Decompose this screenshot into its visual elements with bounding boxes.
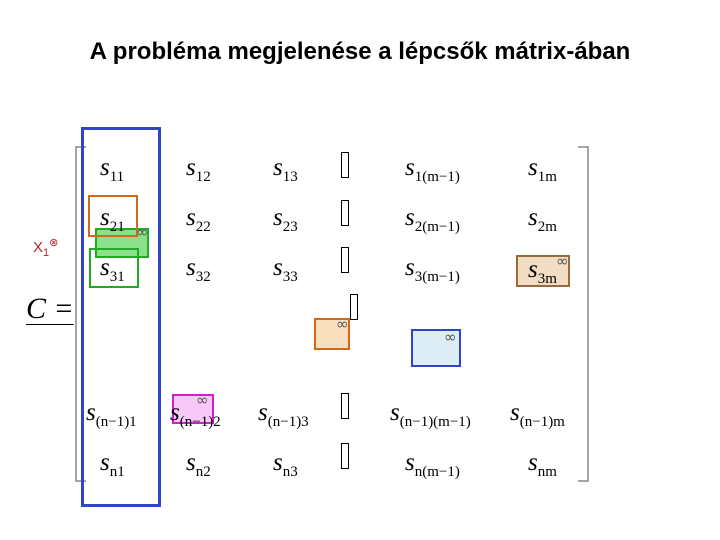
ellipsis-r1 bbox=[341, 152, 349, 178]
cell-snm: $s_{nm}$ bbox=[528, 449, 557, 480]
cell-s3m-1: $s_{3(m-1)}$ bbox=[405, 254, 460, 285]
cell-s23: $s_{23}$ bbox=[273, 204, 298, 235]
cell-sn-1-m: $s_{(n-1)m}$ bbox=[510, 399, 565, 430]
cell-sn2: $s_{n2}$ bbox=[186, 449, 211, 480]
infinity-icon: ∞ bbox=[336, 315, 349, 333]
cell-snm-1: $s_{n(m-1)}$ bbox=[405, 449, 460, 480]
ellipsis-r2 bbox=[341, 200, 349, 226]
infinity-icon: ∞ bbox=[136, 223, 149, 241]
infinity-icon: ∞ bbox=[196, 391, 209, 409]
cell-s33: $s_{33}$ bbox=[273, 254, 298, 285]
infinity-icon: ∞ bbox=[556, 252, 569, 270]
cell-s12: $s_{12}$ bbox=[186, 154, 211, 185]
ellipsis-rn1 bbox=[341, 393, 349, 419]
cell-s1m: $s_{1m}$ bbox=[528, 154, 557, 185]
cell-s22: $s_{22}$ bbox=[186, 204, 211, 235]
cell-s21: $s_{21}$ bbox=[100, 204, 125, 235]
ellipsis-rn bbox=[341, 443, 349, 469]
cell-sn1: $s_{n1}$ bbox=[100, 449, 125, 480]
cell-sn-1-2: $s_{(n-1)2}$ bbox=[170, 399, 221, 430]
ellipsis-r3 bbox=[341, 247, 349, 273]
cell-sn-1-3: $s_{(n-1)3}$ bbox=[258, 399, 309, 430]
cell-s31: $s_{31}$ bbox=[100, 254, 125, 285]
cell-sn-1-m-1: $s_{(n-1)(m-1)}$ bbox=[390, 399, 471, 430]
infinity-icon: ∞ bbox=[444, 328, 457, 346]
cell-s2m-1: $s_{2(m-1)}$ bbox=[405, 204, 460, 235]
cell-sn3: $s_{n3}$ bbox=[273, 449, 298, 480]
vertical-ellipsis bbox=[350, 294, 358, 320]
row-marker: $X_1^\otimes$ bbox=[33, 237, 59, 259]
cell-s2m: $s_{2m}$ bbox=[528, 204, 557, 235]
cell-s32: $s_{32}$ bbox=[186, 254, 211, 285]
cell-sn-1-1: $s_{(n-1)1}$ bbox=[86, 399, 137, 430]
equation-label: C = bbox=[26, 292, 74, 325]
cell-s13: $s_{13}$ bbox=[273, 154, 298, 185]
cell-s3m: $s_{3m}$ bbox=[528, 256, 557, 287]
cell-s1m-1: $s_{1(m-1)}$ bbox=[405, 154, 460, 185]
cell-s11: $s_{11}$ bbox=[100, 154, 125, 185]
page-title: A probléma megjelenése a lépcsők mátrix-ában bbox=[89, 38, 631, 65]
